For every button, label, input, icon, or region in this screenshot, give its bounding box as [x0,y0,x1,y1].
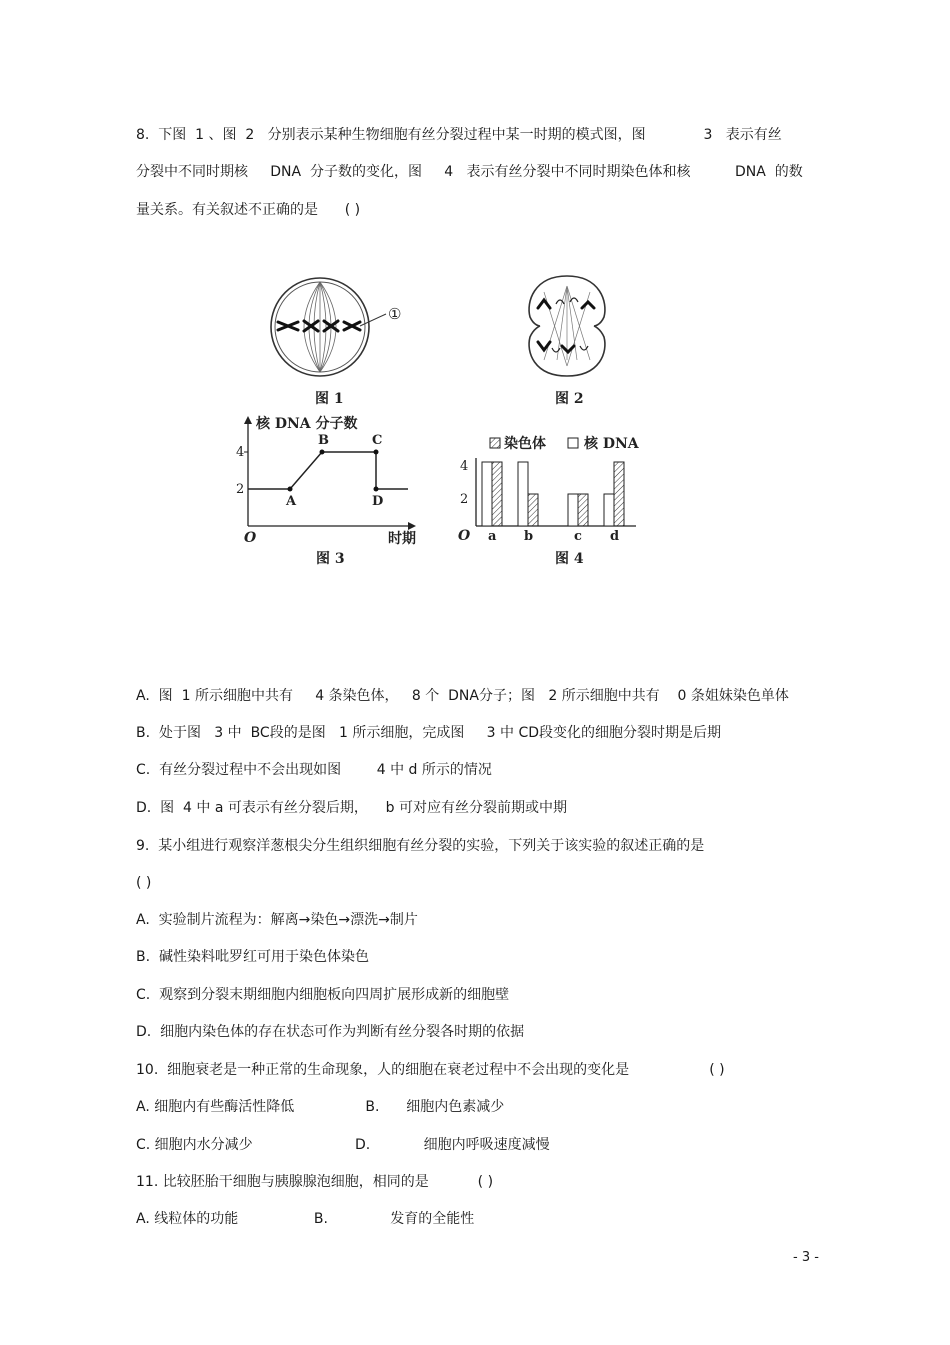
q8-stem-line3: 量关系。有关叙述不正确的是 ( ) [136,202,361,218]
fig4-legend-swatch-chromosome [490,438,500,448]
fig3-point-label-B: B [318,433,329,448]
q9-option-a: A. 实验制片流程为：解离→染色→漂洗→制片 [136,912,418,928]
q10-options-ab: A. 细胞内有些酶活性降低 B. 细胞内色素减少 [136,1099,505,1115]
q8-option-a: A. 图 1 所示细胞中共有 4 条染色体， 8 个 DNA分子；图 2 所示细胞中共有 0 条姐妹染色单体 [136,688,789,704]
fig4-legend-chromosome: 染色体 [504,436,546,452]
fig3-point-label-A: A [286,494,297,509]
figure-4-bar-chart [456,432,646,550]
fig3-point-A [288,487,293,492]
fig3-x-arrow [408,522,416,530]
q11-options-ab: A. 线粒体的功能 B. 发育的全能性 [136,1211,475,1227]
q8-option-d: D. 图 4 中 a 可表示有丝分裂后期， b 可对应有丝分裂前期或中期 [136,800,568,816]
q8-option-c: C. 有丝分裂过程中不会出现如图 4 中 d 所示的情况 [136,762,492,778]
q10-options-cd: C. 细胞内水分减少 D. 细胞内呼吸速度减慢 [136,1137,550,1153]
fig3-series-line [248,452,408,489]
q8-option-b: B. 处于图 3 中 BC段的是图 1 所示细胞，完成图 3 中 CD段变化的细胞分裂时期是后期 [136,725,722,741]
fig4-ytick-2: 2 [460,492,469,507]
figure-1-marker: ① [388,305,402,323]
q9-option-b: B. 碱性染料吡罗红可用于染色体染色 [136,949,369,965]
fig3-point-label-D: D [372,494,384,509]
q9-option-d: D. 细胞内染色体的存在状态可作为判断有丝分裂各时期的依据 [136,1024,525,1040]
figure-2-caption: 图 2 [555,391,584,407]
fig4-bar-dna-d [604,494,614,526]
figure-3-line-chart [232,410,432,550]
q9-option-c: C. 观察到分裂末期细胞内细胞板向四周扩展形成新的细胞壁 [136,987,510,1003]
fig4-bar-dna-a [482,462,492,526]
fig3-point-C [374,450,379,455]
page-number: - 3 - [793,1250,819,1265]
fig4-ytick-4: 4 [460,459,469,474]
fig3-point-D [374,487,379,492]
fig3-ylabel: 核 DNA 分子数 [256,416,358,432]
fig4-category-d: d [610,529,620,544]
fig4-bar-dna-c [568,494,578,526]
fig4-origin: O [458,528,471,544]
fig4-bar-chromosome-c [578,494,588,526]
q8-stem-line1: 8. 下图 1 、图 2 分别表示某种生物细胞有丝分裂过程中某一时期的模式图，图 3 表示有丝 [136,127,782,143]
fig4-bar-dna-b [518,462,528,526]
fig4-category-a: a [488,529,497,544]
figure-2-cell-diagram [522,272,612,380]
fig3-ytick-2: 2 [236,482,245,497]
fig4-legend-dna: 核 DNA [584,436,639,452]
fig3-point-B [320,450,325,455]
figure-1-cell-diagram [268,276,418,381]
fig4-category-c: c [574,529,582,544]
fig4-bar-chromosome-b [528,494,538,526]
figure-1-caption: 图 1 [315,391,344,407]
fig3-ytick-4: 4 [236,445,245,460]
fig3-origin: O [244,530,257,546]
fig3-y-arrow [244,416,252,424]
fig3-xlabel: 时期 [388,531,416,547]
fig4-legend-swatch-dna [568,438,578,448]
figure-3-caption: 图 3 [316,551,345,567]
fig4-bar-chromosome-a [492,462,502,526]
q8-stem-line2: 分裂中不同时期核 DNA 分子数的变化，图 4 表示有丝分裂中不同时期染色体和核 DNA 的数 [136,164,803,180]
q10-stem: 10. 细胞衰老是一种正常的生命现象，人的细胞在衰老过程中不会出现的变化是 ( ) [136,1062,725,1078]
fig4-bar-chromosome-d [614,462,624,526]
figure-4-caption: 图 4 [555,551,584,567]
fig4-category-b: b [524,529,534,544]
q9-stem: 9. 某小组进行观察洋葱根尖分生组织细胞有丝分裂的实验，下列关于该实验的叙述正确的是 [136,838,705,854]
fig3-point-label-C: C [372,433,383,448]
q11-stem: 11. 比较胚胎干细胞与胰腺腺泡细胞，相同的是 ( ) [136,1174,494,1190]
q9-paren: ( ) [136,875,152,891]
